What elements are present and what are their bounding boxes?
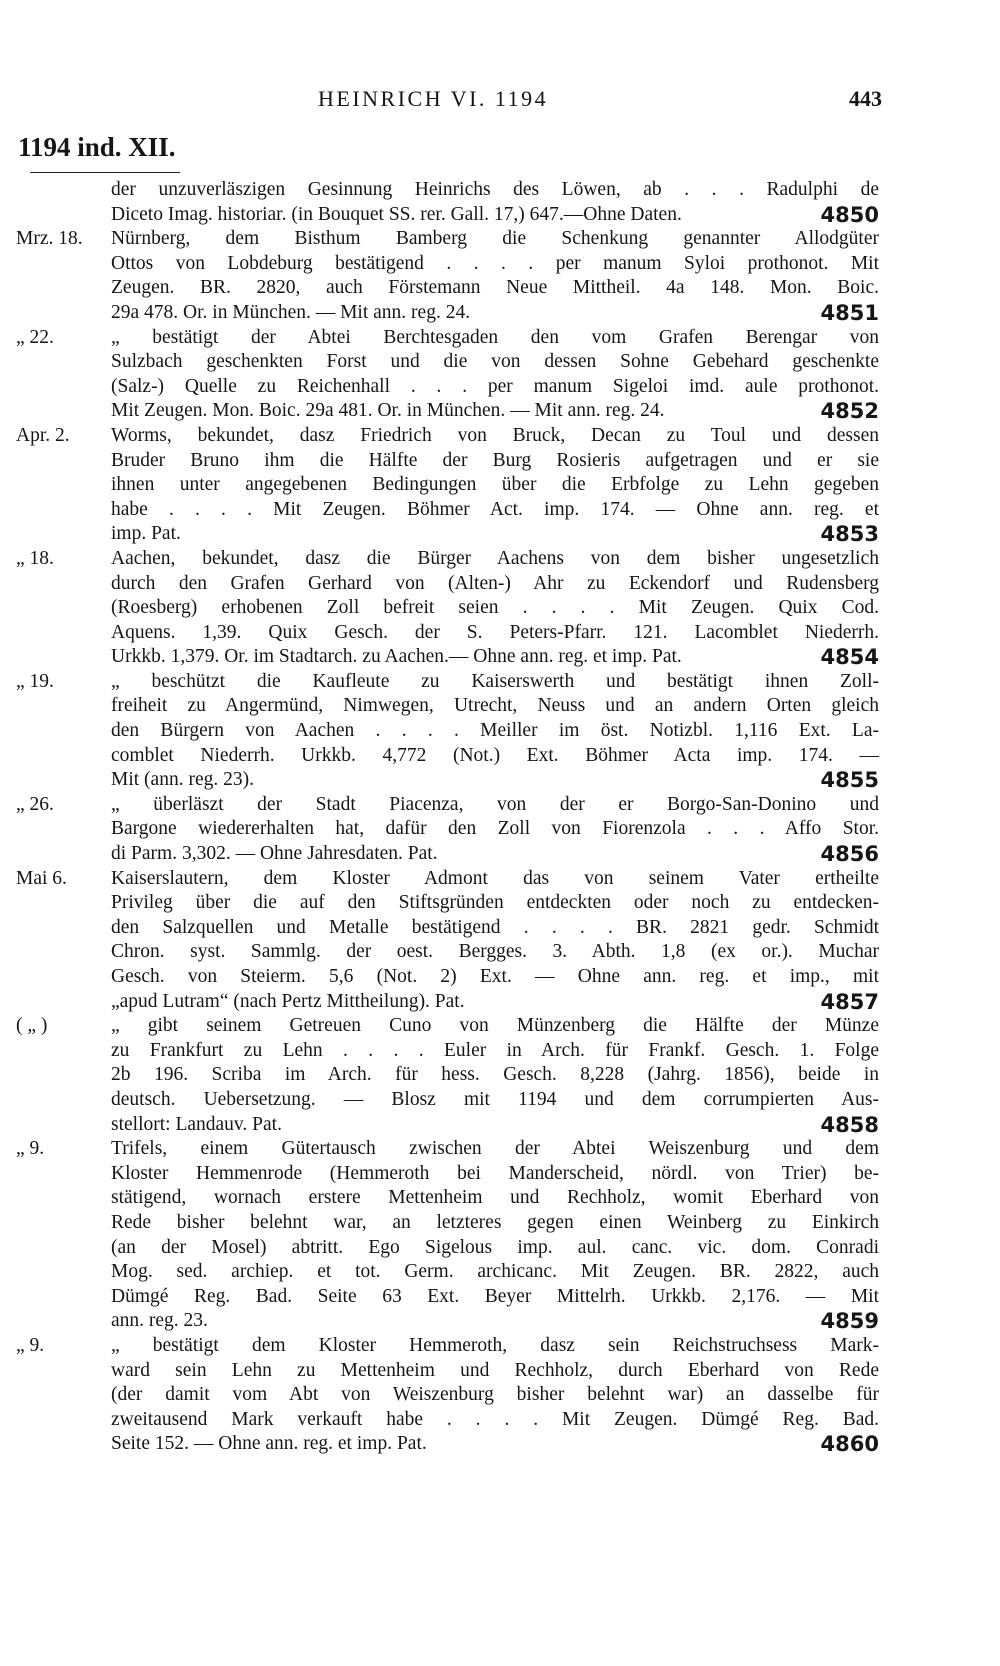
entry-text bbox=[111, 1334, 879, 1457]
entry-text-content: ihnen unter angegebenen Bedingungen über die Erbfolge zu Lehn gegeben bbox=[111, 474, 879, 496]
entry-text-content: 2b 196. Scriba im Arch. für hess. Gesch. 8,228 (Jahrg. 1856), beide in bbox=[111, 1064, 879, 1086]
entry-text-content: habe . . . . Mit Zeugen. Böhmer Act. imp. 174. — Ohne ann. reg. et bbox=[111, 498, 879, 520]
entry-text-content: Aachen, bekundet, dasz die Bürger Aachens von dem bisher ungesetzlich bbox=[111, 547, 879, 569]
entry-text-content: stätigend, wornach erstere Mettenheim und Rechholz, womit Eberhard von bbox=[111, 1187, 879, 1209]
entry-text-line bbox=[111, 990, 879, 1015]
entry-date: „ 26. bbox=[16, 793, 54, 815]
entry-text-line bbox=[111, 473, 879, 498]
entry-text-line bbox=[111, 498, 879, 523]
entry-text-content: Zeugen. BR. 2820, auch Förstemann Neue Mittheil. 4a 148. Mon. Boic. bbox=[111, 277, 879, 299]
entry-text-content: durch den Grafen Gerhard von (Alten-) Ahr zu Eckendorf und Rudensberg bbox=[111, 572, 879, 594]
entry-text bbox=[111, 793, 879, 867]
entry-text-content: „ bestätigt dem Kloster Hemmeroth, dasz sein Reichstruchsess Mark- bbox=[111, 1334, 879, 1356]
regest-number: 4859 bbox=[820, 1309, 879, 1334]
entry-text-content: Nürnberg, dem Bisthum Bamberg die Schenkung genannter Allodgüter bbox=[111, 228, 879, 250]
entry-text-line bbox=[111, 1334, 879, 1359]
entry-text-line bbox=[111, 842, 879, 867]
entry-date: „ 9. bbox=[16, 1138, 45, 1160]
entry-text-line bbox=[111, 1014, 879, 1039]
entry-text bbox=[111, 178, 879, 227]
entry-text-line bbox=[111, 375, 879, 400]
entry-text-content: zweitausend Mark verkauft habe . . . . Mit Zeugen. Dümgé Reg. Bad. bbox=[111, 1408, 879, 1430]
entry-text-content: Mit (ann. reg. 23). bbox=[111, 769, 254, 791]
entry-text-line bbox=[111, 694, 879, 719]
regest-entry bbox=[0, 547, 1000, 670]
entry-text-line bbox=[111, 768, 879, 793]
entry-text-content: ann. reg. 23. bbox=[111, 1310, 208, 1332]
entry-text-line bbox=[111, 1309, 879, 1334]
regest-entry bbox=[0, 424, 1000, 547]
entry-text-content: imp. Pat. bbox=[111, 523, 181, 545]
entry-text-line bbox=[111, 1260, 879, 1285]
entry-text-line bbox=[111, 350, 879, 375]
entry-text-line bbox=[111, 1408, 879, 1433]
entry-text-content: (der damit vom Abt von Weiszenburg bisher belehnt war) an dasselbe für bbox=[111, 1384, 879, 1406]
entry-text-content: Worms, bekundet, dasz Friedrich von Bruck, Decan zu Toul und dessen bbox=[111, 424, 879, 446]
entry-text-content: Mit Zeugen. Mon. Boic. 29a 481. Or. in München. — Mit ann. reg. 24. bbox=[111, 400, 665, 422]
regest-entry bbox=[0, 1137, 1000, 1334]
entry-text-content: Seite 152. — Ohne ann. reg. et imp. Pat. bbox=[111, 1433, 427, 1455]
regest-number: 4853 bbox=[820, 522, 879, 547]
regest-number: 4854 bbox=[820, 645, 879, 670]
regest-entry bbox=[0, 1334, 1000, 1457]
entry-text-line bbox=[111, 1137, 879, 1162]
entry-text-content: deutsch. Uebersetzung. — Blosz mit 1194 und dem corrumpierten Aus- bbox=[111, 1088, 879, 1110]
entry-text-line bbox=[111, 449, 879, 474]
regest-entry bbox=[0, 670, 1000, 793]
heading-rule bbox=[30, 172, 180, 173]
entry-text-content: Sulzbach geschenkten Forst und die von dessen Sohne Gebehard geschenkte bbox=[111, 351, 879, 373]
entry-text-content: „ gibt seinem Getreuen Cuno von Münzenberg die Hälfte der Münze bbox=[111, 1015, 879, 1037]
entry-text bbox=[111, 670, 879, 793]
entry-text-line bbox=[111, 916, 879, 941]
entry-text-line bbox=[111, 1039, 879, 1064]
year-indiction-heading: 1194 ind. XII. bbox=[18, 132, 176, 162]
entry-text-content: den Bürgern von Aachen . . . . Meiller im öst. Notizbl. 1,116 Ext. La- bbox=[111, 720, 879, 742]
entry-text-content: stellort: Landauv. Pat. bbox=[111, 1113, 282, 1135]
entry-text-content: (Salz-) Quelle zu Reichenhall . . . per manum Sigeloi imd. aule prothonot. bbox=[111, 375, 879, 397]
entry-text-line bbox=[111, 301, 879, 326]
entry-text-line bbox=[111, 1359, 879, 1384]
entry-date: „ 9. bbox=[16, 1334, 45, 1356]
entry-text bbox=[111, 1137, 879, 1334]
entry-text-line bbox=[111, 1186, 879, 1211]
entry-text-line bbox=[111, 645, 879, 670]
entry-text-line bbox=[111, 178, 879, 203]
entry-text-content: der unzuverläszigen Gesinnung Heinrichs des Löwen, ab . . . Radulphi de bbox=[111, 179, 879, 200]
entry-text-content: Rede bisher belehnt war, an letzteres gegen einen Weinberg zu Einkirch bbox=[111, 1211, 879, 1233]
entry-text-line bbox=[111, 867, 879, 892]
regest-number: 4856 bbox=[820, 842, 879, 867]
entry-text-content: Bruder Bruno ihm die Hälfte der Burg Rosieris aufgetragen und er sie bbox=[111, 449, 879, 471]
entry-text-line bbox=[111, 522, 879, 547]
entry-text-line bbox=[111, 1088, 879, 1113]
entry-text-line bbox=[111, 1162, 879, 1187]
entry-text-line bbox=[111, 744, 879, 769]
entry-text-content: Bargone wiedererhalten hat, dafür den Zoll von Fiorenzola . . . Affo Stor. bbox=[111, 818, 879, 840]
entry-text-content: „ überläszt der Stadt Piacenza, von der er Borgo-San-Donino und bbox=[111, 793, 879, 815]
entry-text-content: Chron. syst. Sammlg. der oest. Bergges. 3. Abth. 1,8 (ex or.). Muchar bbox=[111, 941, 879, 963]
entry-text-line bbox=[111, 670, 879, 695]
regest-number: 4857 bbox=[820, 989, 879, 1014]
entry-text-line bbox=[111, 1285, 879, 1310]
regest-number: 4860 bbox=[820, 1432, 879, 1457]
entry-text-line bbox=[111, 1211, 879, 1236]
entry-text-content: freiheit zu Angermünd, Nimwegen, Utrecht, Neuss und an andern Orten gleich bbox=[111, 695, 879, 717]
regest-entry bbox=[0, 178, 1000, 227]
entry-date: Mai 6. bbox=[16, 867, 67, 889]
entry-text-line bbox=[111, 940, 879, 965]
entry-text-line bbox=[111, 252, 879, 277]
entry-date: ( „ ) bbox=[16, 1015, 48, 1037]
entry-text bbox=[111, 1014, 879, 1137]
entry-text-line bbox=[111, 399, 879, 424]
entry-date: „ 19. bbox=[16, 670, 54, 692]
regest-entry bbox=[0, 867, 1000, 1015]
regest-number: 4858 bbox=[820, 1112, 879, 1137]
entry-text bbox=[111, 867, 879, 1015]
entry-text-content: ward sein Lehn zu Mettenheim und Rechholz, durch Eberhard von Rede bbox=[111, 1359, 879, 1381]
entry-text bbox=[111, 227, 879, 325]
entry-text-content: Trifels, einem Gütertausch zwischen der Abtei Weiszenburg und dem bbox=[111, 1138, 879, 1160]
entry-text-content: 29a 478. Or. in München. — Mit ann. reg. 24. bbox=[111, 301, 471, 323]
entry-date: „ 18. bbox=[16, 547, 54, 569]
entry-text-line bbox=[111, 965, 879, 990]
entry-text-content: Mog. sed. archiep. et tot. Germ. archicanc. Mit Zeugen. BR. 2822, auch bbox=[111, 1261, 879, 1283]
entry-text-content: Privileg über die auf den Stiftsgründen entdeckten oder noch zu entdecken- bbox=[111, 892, 879, 914]
entry-text-line bbox=[111, 1063, 879, 1088]
entry-date: Apr. 2. bbox=[16, 424, 70, 446]
regest-number: 4852 bbox=[820, 399, 879, 424]
entry-text bbox=[111, 547, 879, 670]
entry-text-content: Diceto Imag. historiar. (in Bouquet SS. rer. Gall. 17,) 647.—Ohne Daten. bbox=[111, 203, 682, 225]
regest-number: 4851 bbox=[820, 300, 879, 325]
entry-text-content: di Parm. 3,302. — Ohne Jahresdaten. Pat. bbox=[111, 843, 438, 865]
entry-text-line bbox=[111, 1236, 879, 1261]
entry-text-content: Aquens. 1,39. Quix Gesch. der S. Peters-Pfarr. 121. Lacomblet Niederrh. bbox=[111, 621, 879, 643]
entry-text-line bbox=[111, 719, 879, 744]
entry-text-line bbox=[111, 596, 879, 621]
entry-text-line bbox=[111, 276, 879, 301]
page-number: 443 bbox=[849, 86, 882, 111]
regest-entry bbox=[0, 1014, 1000, 1137]
entry-text-content: den Salzquellen und Metalle bestätigend . . . . BR. 2821 gedr. Schmidt bbox=[111, 916, 879, 938]
entry-text-line bbox=[111, 793, 879, 818]
entry-text-line bbox=[111, 1113, 879, 1138]
entry-text-line bbox=[111, 891, 879, 916]
entry-text-content: zu Frankfurt zu Lehn . . . . Euler in Arch. für Frankf. Gesch. 1. Folge bbox=[111, 1039, 879, 1061]
entry-text-content: Urkkb. 1,379. Or. im Stadtarch. zu Aachen.— Ohne ann. reg. et imp. Pat. bbox=[111, 646, 682, 668]
regest-entry bbox=[0, 326, 1000, 424]
entry-text-line bbox=[111, 1383, 879, 1408]
regest-entries bbox=[0, 178, 1000, 1457]
entry-text-content: Gesch. von Steierm. 5,6 (Not. 2) Ext. — Ohne ann. reg. et imp., mit bbox=[111, 966, 879, 987]
entry-text bbox=[111, 424, 879, 547]
entry-text-line bbox=[111, 621, 879, 646]
entry-date: Mrz. 18. bbox=[16, 228, 83, 250]
entry-text-line bbox=[111, 227, 879, 252]
regest-number: 4850 bbox=[820, 202, 879, 227]
entry-text-content: „ beschützt die Kaufleute zu Kaiserswerth und bestätigt ihnen Zoll- bbox=[111, 670, 879, 692]
entry-text-line bbox=[111, 1432, 879, 1457]
entry-text bbox=[111, 326, 879, 424]
entry-text-content: „ bestätigt der Abtei Berchtesgaden den vom Grafen Berengar von bbox=[111, 326, 879, 348]
entry-text-content: „apud Lutram“ (nach Pertz Mittheilung). Pat. bbox=[111, 990, 465, 1012]
entry-date: „ 22. bbox=[16, 326, 54, 348]
entry-text-content: Dümgé Reg. Bad. Seite 63 Ext. Beyer Mittelrh. Urkkb. 2,176. — Mit bbox=[111, 1285, 879, 1307]
running-title: HEINRICH VI. 1194 bbox=[318, 86, 549, 111]
regest-number: 4855 bbox=[820, 768, 879, 793]
entry-text-line bbox=[111, 326, 879, 351]
regest-entry bbox=[0, 227, 1000, 325]
entry-text-content: Kaiserslautern, dem Kloster Admont das von seinem Vater ertheilte bbox=[111, 867, 879, 889]
entry-text-content: comblet Niederrh. Urkkb. 4,772 (Not.) Ext. Böhmer Acta imp. 174. — bbox=[111, 744, 879, 766]
entry-text-content: Kloster Hemmenrode (Hemmeroth bei Manderscheid, nördl. von Trier) be- bbox=[111, 1162, 879, 1184]
entry-text-line bbox=[111, 424, 879, 449]
entry-text-line bbox=[111, 547, 879, 572]
entry-text-line bbox=[111, 817, 879, 842]
entry-text-line bbox=[111, 203, 879, 228]
entry-text-content: (Roesberg) erhobenen Zoll befreit seien . . . . Mit Zeugen. Quix Cod. bbox=[111, 597, 879, 619]
entry-text-content: (an der Mosel) abtritt. Ego Sigelous imp. aul. canc. vic. dom. Conradi bbox=[111, 1236, 879, 1258]
entry-text-content: Ottos von Lobdeburg bestätigend . . . . per manum Syloi prothonot. Mit bbox=[111, 252, 879, 274]
entry-text-line bbox=[111, 572, 879, 597]
regest-entry bbox=[0, 793, 1000, 867]
